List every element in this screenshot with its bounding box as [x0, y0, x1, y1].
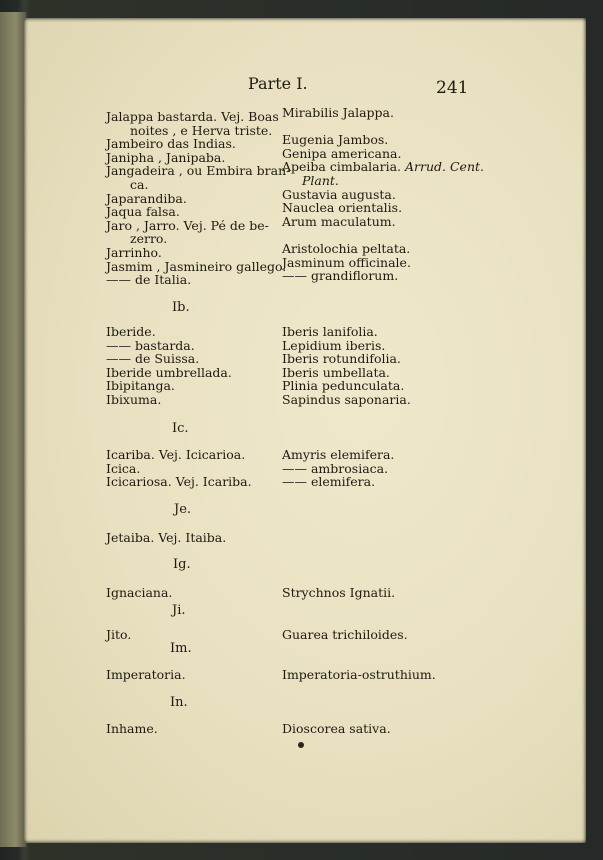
ic-left-column	[106, 448, 274, 489]
ib-right-column	[282, 325, 472, 407]
entry: Arum maculatum.	[282, 213, 396, 229]
entry: Iberide.	[106, 324, 156, 339]
entry: Jito.	[106, 627, 132, 642]
im-right-column	[282, 668, 472, 682]
section-heading: In.	[170, 695, 188, 710]
section-heading: Im.	[170, 641, 192, 656]
entry: —— elemifera.	[282, 474, 376, 490]
entry: Jetaiba. Vej. Itaiba.	[106, 530, 227, 545]
entry: Amyris elemifera.	[282, 447, 395, 462]
entry: Jaqua falsa.	[106, 204, 180, 220]
entry: Aristolochia peltata.	[282, 240, 411, 256]
entry: Inhame.	[106, 721, 158, 736]
entry: Nauclea orientalis.	[282, 200, 403, 216]
ji-left-column	[106, 628, 274, 642]
entry	[282, 228, 472, 242]
entry: Jarrinho.	[106, 244, 162, 260]
entry: Imperatoria-ostruthium.	[282, 667, 436, 682]
in-left-column	[106, 722, 274, 736]
section-heading: Je.	[174, 502, 192, 517]
entry: Dioscorea sativa.	[282, 721, 391, 736]
je-left-column	[106, 531, 274, 545]
entry: Icariba. Vej. Icicarioa.	[106, 447, 246, 462]
ornament-icon	[296, 740, 306, 750]
entry: Iberis rotundifolia.	[282, 351, 401, 367]
ic-right-column	[282, 448, 472, 489]
entry: Japarandiba.	[106, 190, 187, 206]
entry: Strychnos Ignatii.	[282, 585, 396, 600]
entry: Iberide umbrellada.	[106, 364, 232, 380]
ji-right-column	[282, 628, 472, 642]
ig-left-column	[106, 586, 274, 600]
entry: —— de Suissa.	[106, 351, 200, 367]
entry: Jasmim , Jasmineiro gallego.	[106, 258, 287, 274]
entry	[282, 120, 472, 134]
entry: Janipha , Janipaba.	[106, 149, 226, 165]
entry: Plinia pedunculata.	[282, 378, 405, 394]
section-heading: Ib.	[172, 300, 190, 315]
entry-continuation: zerro.	[130, 231, 168, 247]
entry-continuation: noites , e Herva triste.	[130, 122, 273, 138]
entry: —— grandiflorum.	[282, 268, 399, 284]
block1-right-column	[282, 105, 484, 284]
entry-name: Apeiba cimbalaria.	[282, 159, 402, 175]
entry: Gustavia augusta.	[282, 186, 396, 202]
entry: Sapindus saponaria.	[282, 391, 411, 407]
entry: Ignaciana.	[106, 585, 173, 600]
entry: Ibixuma.	[106, 391, 162, 407]
entry-continuation: ca.	[130, 176, 149, 192]
section-heading: Ji.	[172, 603, 186, 618]
entry: Jasminum officinale.	[282, 254, 411, 270]
entry: Ibipitanga.	[106, 378, 175, 394]
entry: Jambeiro das Indias.	[106, 136, 236, 152]
entry	[282, 159, 484, 175]
entry: Genipa americana.	[282, 145, 402, 161]
entry: —— ambrosiaca.	[282, 460, 389, 476]
page-number: 241	[436, 78, 469, 98]
ig-right-column	[282, 586, 472, 600]
entry: Icicariosa. Vej. Icariba.	[106, 474, 252, 490]
entry: Jalappa bastarda. Vej. Boas	[106, 109, 279, 124]
entry: Iberis umbellata.	[282, 364, 390, 380]
citation-continuation: Plant.	[302, 172, 339, 188]
im-left-column	[106, 668, 274, 682]
entry: Jaro , Jarro. Vej. Pé de be-	[106, 217, 269, 233]
entry: Mirabilis Jalappa.	[282, 105, 394, 120]
entry: Lepidium iberis.	[282, 337, 386, 353]
entry: —— bastarda.	[106, 337, 195, 353]
section-heading: Ic.	[172, 421, 189, 436]
page-title: Parte I.	[248, 74, 308, 93]
entry: Jangadeira , ou Embira bran-	[106, 163, 291, 179]
entry: Imperatoria.	[106, 667, 186, 682]
ib-left-column	[106, 325, 274, 407]
block1-left-column	[106, 109, 291, 288]
section-heading: Ig.	[173, 557, 191, 572]
entry: Icica.	[106, 460, 141, 476]
citation: Arrud. Cent.	[405, 159, 484, 175]
in-right-column	[282, 722, 472, 736]
entry: Eugenia Jambos.	[282, 132, 389, 148]
entry: —— de Italia.	[106, 272, 192, 288]
entry: Iberis lanifolia.	[282, 324, 378, 339]
entry: Guarea trichiloides.	[282, 627, 408, 642]
